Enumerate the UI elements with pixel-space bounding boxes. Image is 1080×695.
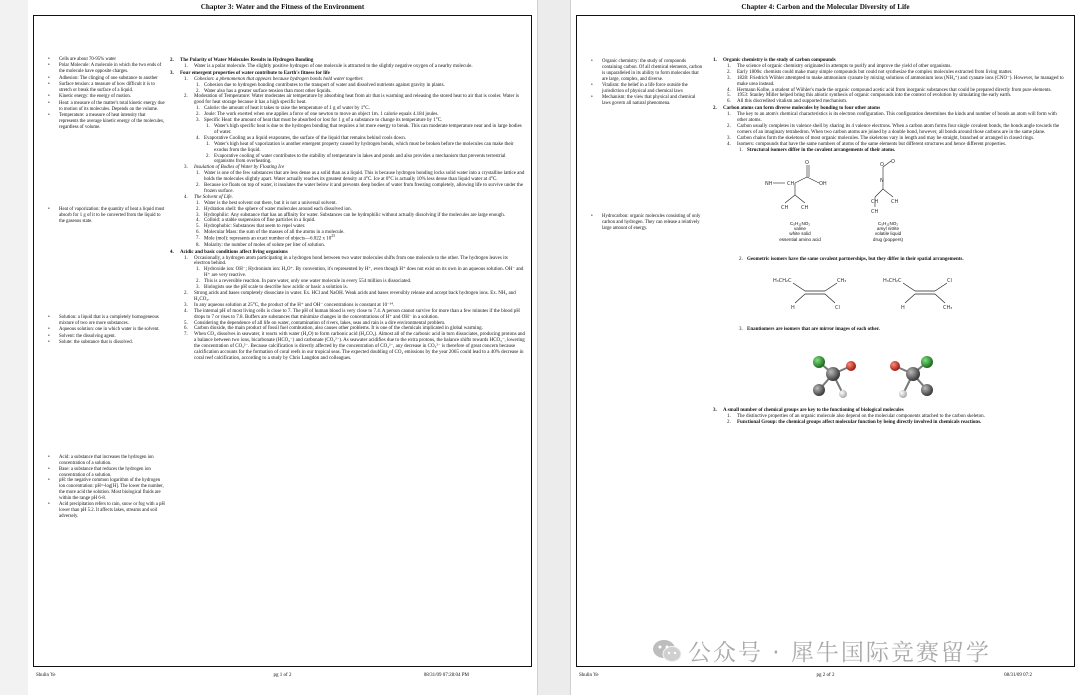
note-item: 4. The internal pH of most living cells is close to 7. The pH of human blood is very close to 7.4. A person cannot survive for more than a few minutes if the blood pH drops to 7 or rises to 7.8. Buffers are substances that minimize changes in the concentrations of H⁺ and OH⁻ in a solution. — [184, 308, 520, 320]
note-subitem: 3. Specific Heat: the amount of heat that must be absorbed or lost for 1 g of a substance to change its temperature by 1°C. — [196, 118, 443, 124]
svg-text:Cl: Cl — [947, 278, 952, 285]
note-item: 1. Water is a polar molecule. The slightly positive hydrogen of one molecule is attracted to the slightly negative oxygen of a nearby molecule. — [184, 63, 473, 69]
note-item: 1. Occasionally, a hydrogen atom participating in a hydrogen bond between two water molecules shifts from one molecule to the other. The hydrogen leaves its electron behind. — [184, 255, 508, 267]
document-page-2 — [570, 0, 1080, 695]
amyl-nitrite-caption — [843, 221, 933, 243]
note-subitem: 4. Colloid: a stable suspension of fine particles in a liquid. — [196, 218, 316, 224]
sidebar-note: • Surface tension: a measure of how difficult it is to stretch or break the surface of a liquid. — [54, 82, 166, 94]
note-item: 2. Strong acids and bases completely dissociate in water. Ex. HCl and NaOH. Weak acids and bases reversibly release and accept back hydrogen ions. Ex. NH₃ and H₂CO₃. — [184, 291, 516, 302]
svg-text:OH: OH — [819, 180, 827, 187]
note-item: 4. Isomers: compounds that have the same numbers of atoms of the same elements but different structures and hence different properties. — [727, 141, 1007, 147]
note-subitem: 3. Hydrophilic: Any substance that has an affinity for water. Substances can be hydrophilic without actually dissolving if the molecules are large enough. — [196, 212, 505, 218]
note-subitem: 3. Biologists use the pH scale to describe how acidic or basic a solution is. — [196, 285, 348, 291]
note-subsubitem: 2. Evaporative cooling of water contributes to the stability of temperature in lakes and ponds and also provides a mechanism that prevents terrestrial organisms from overheating. — [206, 153, 506, 165]
main-notes-page-1 — [170, 57, 525, 362]
note-subitem: 6. Molecular Mass: the sum of the masses of all the atoms in a molecule. — [196, 230, 345, 236]
note-subitem: 3. Enantiomers are isomers that are mirror images of each other. — [739, 327, 880, 333]
sidebar-note: • Adhesion: The clinging of one substance to another — [54, 76, 166, 82]
svg-text:N: N — [880, 177, 884, 184]
sidebar-notes-4 — [54, 455, 166, 480]
svg-text:O: O — [805, 159, 809, 166]
note-item: 1. The distinctive properties of an organic molecule also depend on the molecular components attached to the carbon skeleton. — [727, 414, 985, 420]
svg-text:H: H — [901, 305, 905, 312]
footer-author: Shulin Ye — [36, 673, 56, 678]
note-subitem: 1. Water is the best solvent out there, but it is not a universal solvent. — [196, 200, 337, 206]
sidebar-notes-2 — [597, 214, 705, 232]
svg-text:CH₃: CH₃ — [943, 305, 953, 312]
sidebar-notes-5 — [54, 478, 166, 520]
sidebar-notes-1 — [597, 59, 705, 108]
isomer-structures-diagram — [743, 157, 943, 221]
note-item: 4. The Solvent of Life. — [184, 194, 233, 200]
svg-text:CH: CH — [801, 204, 809, 211]
footer-page-number: pg 1 of 2 — [273, 673, 292, 678]
note-item: 2. Functional Group: the chemical groups affect molecular function by being directly involved in chemicals reactions. — [727, 420, 982, 426]
sidebar-note: • Acid precipitation refers to rain, snow or fog with a pH lower than pH 5.2. It affects lakes, streams and soil adversely. — [54, 502, 166, 520]
page-gap — [538, 0, 570, 695]
section-heading: 3. Four emergent properties of water contribute to Earth's fitness for life — [170, 70, 330, 76]
wechat-icon — [652, 638, 682, 670]
note-item: 3. Carbon chains form the skeletons of most organic molecules. The skeletons vary in length and may be straight, branched or arranged in closed rings. — [727, 135, 1035, 141]
amyl-nitrite-name: amyl nitrite — [876, 225, 900, 231]
note-subitem: 2. Hydration shell: the sphere of water molecules around each dissolved ion. — [196, 206, 352, 212]
note-item: 6. All this discredited vitalism and supported mechanism. — [727, 99, 848, 105]
note-item: 1. Cohesion: a phenomenon that appears because hydrogen bonds hold water together. — [184, 76, 364, 82]
note-item: 3. In any aqueous solution at 25°C, the product of the H⁺ and OH⁻ concentrations is constant at 10⁻¹⁴. — [184, 302, 395, 308]
sidebar-note: • Kinetic energy: the energy of motion. — [54, 94, 166, 100]
geometric-isomers-figure — [753, 265, 1068, 325]
note-subsubitem: 1. Water's high heat of vaporization is another emergent property caused by hydrogen bonds, which must be broken before the molecules can make their exodus from the liquid. — [206, 141, 514, 153]
svg-text:H: H — [791, 305, 795, 312]
note-item: 3. Insulation of Bodies of Water by Floating Ice — [184, 165, 285, 171]
note-subitem: 2. Geometric isomers have the same covalent partnerships, but they differ in their spatial arrangements. — [739, 256, 964, 262]
note-item: 2. Carbon usually completes its valence shell by sharing its 4 valence electrons. When a carbon atom forms four single covalent bonds, the bonds angle towards the corners of an imaginary tetrahedron. When two carbon atoms are joined by a double bond, however, all bonds around those carbons are in the same plane. — [727, 123, 1060, 135]
sidebar-note: • Hydrocarbon: organic molecules consisting of only carbon and hydrogen. They can release a relatively large amount of energy. — [597, 214, 705, 232]
sidebar-note: • Heat of vaporization: the quantity of heat a liquid must absorb for 1 g of it to be converted from the liquid to the gaseous state. — [54, 207, 166, 225]
section-heading: 2. Carbon atoms can form diverse molecules by bonding to four other atoms — [713, 106, 881, 112]
svg-text:Cl: Cl — [835, 305, 840, 312]
section-heading: 2. The Polarity of Water Molecules Results in Hydrogen Bonding — [170, 58, 314, 63]
amyl-nitrite-state: volatile liquid — [874, 231, 902, 237]
sidebar-note: • Polar Molecule: A molecule in which the two ends of the molecule have opposite charges. — [54, 63, 166, 75]
page-1-title: Chapter 3: Water and the Fitness of the Environment — [200, 3, 365, 11]
enantiomers-figure — [773, 336, 1068, 406]
note-subitem: 1. Water is one of the few substances that are less dense as a solid than as a liquid. This is because hydrogen bonding locks solid water into a crystalline lattice and holds the molecules slightly apart. Water actually reaches its greatest density at 4°C. Ice at 0°C is actually 10% less dense than liquid water at 4°C. — [196, 171, 525, 183]
svg-text:CH: CH — [781, 204, 789, 211]
svg-text:CH₃: CH₃ — [837, 278, 847, 285]
note-subitem: 5. Hydrophobic: Substances that seem to repel water. — [196, 224, 306, 230]
sidebar-notes-1 — [54, 57, 166, 131]
svg-text:NH: NH — [765, 180, 773, 187]
valine-description: essential amino acid — [779, 236, 821, 242]
sidebar-notes-3 — [54, 315, 166, 347]
section-heading: 4. Acidic and basic conditions affect living organisms — [170, 249, 288, 255]
note-subsubitem: 1. Water's high specific heat is due to the hydrogen bonding that requires a lot more energy to break. This can moderate temperature near and in large bodies of water. — [206, 123, 522, 135]
sidebar-notes-2 — [54, 207, 166, 225]
svg-text:H₃CH₂C: H₃CH₂C — [883, 278, 902, 285]
note-subitem: 2. Joule: The work exerted when one applies a force of one newton to move an object 1m. 1 calorie equals 4.184 joules. — [196, 112, 439, 118]
note-item: 2. Early 1800s: chemists could make many simple compounds but could not synthesize the complex molecules extracted from living matter. — [727, 69, 1013, 75]
svg-text:CH: CH — [787, 180, 795, 187]
note-item: 4. Hermann Kolbe, a student of Wöhler's made the organic compound acetic acid from inorganic substances that could be prepared directly from pure elements. — [727, 87, 1052, 93]
sidebar-note: • Cells are about 70-95% water — [54, 57, 166, 63]
note-subitem: 7. Mole (mol): represents an exact number of objects—6.022 x $10^{23}$ — [196, 234, 335, 242]
page-2-title: Chapter 4: Carbon and the Molecular Diversity of Life — [741, 3, 910, 11]
sidebar-note: • Heat: a measure of the matter's total kinetic energy due to motion of its molecules. Depends on the volume. — [54, 101, 166, 113]
amyl-nitrite-description: drug (poppers) — [872, 236, 904, 242]
sidebar-note: • pH: the negative common logarithm of the hydrogen ion concentration: pH=-log[H]. The lower the number, the more acid the solution. Most biological fluids are within the range pH 6-8. — [54, 478, 166, 502]
note-item: 1. The science of organic chemistry originated in attempts to purify and improve the yield of other organisms. — [727, 63, 952, 69]
svg-text:CH: CH — [891, 198, 899, 205]
svg-text:O: O — [880, 161, 884, 168]
note-subitem: 1. Hydroxide ion: OH⁻; Hydronium ion: H₃O⁺. By convention, it's represented by H⁺, even though H⁺ does not exist on its own in an aqueous solution. OH⁻ and H⁺ are very reactive. — [196, 267, 524, 279]
sidebar-note: • Solvent: the dissolving agent. — [54, 334, 166, 340]
section-heading: 1. Organic chemistry is the study of carbon compounds — [713, 58, 836, 63]
valine-formula: C₅H₁₁NO₂ — [789, 220, 811, 226]
sidebar-note: • Solute: the substance that is dissolved. — [54, 340, 166, 346]
cis-trans-diagram — [753, 265, 973, 325]
note-subitem: 1. Cohesion due to hydrogen bonding contributes to the transport of water and dissolved nutrients against gravity in plants. — [196, 82, 445, 88]
note-item: 5. 1953: Stanley Miller helped bring this abiotic synthesis of organic compounds into the context of evolution by simulating the early earth. — [727, 93, 1012, 99]
note-item: 6. Carbon dioxide, the main product of fossil fuel combustion, also causes other problems. It is one of the chemicals implicated in global warming. — [184, 326, 483, 332]
svg-text:O: O — [891, 158, 895, 165]
sidebar-note: • Vitalism: the belief in a life force outside the jurisdiction of physical and chemical laws — [597, 83, 705, 95]
section-heading: 3. A small number of chemical groups are key to the functioning of biological molecules — [713, 408, 904, 414]
sidebar-note: • Solution: a liquid that is a completely homogeneous mixture of two ore more substances. — [54, 315, 166, 327]
note-subitem: 2. This is a reversible reaction. In pure water, only one water molecule in every 554 million is dissociated. — [196, 279, 412, 285]
note-subitem: 8. Molarity: the number of moles of solute per liter of solution. — [196, 242, 325, 248]
svg-text:CH: CH — [871, 208, 879, 215]
svg-text:H₃CH₂C: H₃CH₂C — [773, 278, 792, 285]
main-notes-page-2 — [713, 57, 1068, 426]
note-subitem: 2. Because ice floats on top of water, it insulates the water below it and prevents deep bodies of water from freezing completely, allowing life to survive under the frozen surface. — [196, 183, 523, 194]
sidebar-note: • Organic chemistry: the study of compounds containing carbon. Of all chemical elements, carbon is unparalleled in its ability to form molecules that are large, complex, and diverse. — [597, 59, 705, 83]
sidebar-note: • Temperature: a measure of heat intensity that represents the average kinetic energy of the molecules, regardless of volume. — [54, 113, 166, 131]
valine-state: white solid — [789, 231, 811, 237]
note-item: 1. The key to an atom's chemical characteristics is its electron configuration. This configuration determines the kinds and number of bonds an atom will form with other atoms. — [727, 112, 1057, 124]
sidebar-note: • Mechanism: the view that physical and chemical laws govern all natural phenomena. — [597, 95, 705, 107]
watermark-overlay — [652, 634, 1077, 670]
note-item: 3. 1828: Friedrich Wöhler attempted to make ammonium cyanate by mixing solutions of ammonium ions (NH₄⁺) and cyanate ions (CNO⁻). However, he managed to make urea instead. — [727, 75, 1064, 87]
note-subitem: 1. Calorie: the amount of heat it takes to raise the temperature of 1 g of water by 1°C. — [196, 106, 370, 112]
note-item: 2. Moderation of Temperature: Water moderates air temperature by absorbing heat from air that is warming and releasing the stored heat to air that is cooler. Water is good for heat storage because it has a high specific heat. — [184, 94, 519, 106]
valine-caption — [755, 221, 845, 243]
sidebar-note: • Base: a substance that reduces the hydrogen ion concentration of a solution. — [54, 467, 166, 479]
note-item: 7. When CO₂ dissolves in seawater, it reacts with water (H₂O) to form carbonic acid (H₂CO₃). Almost all of the carbonic acid in turn dissociates, producing protons and a balance between two ions, bicarbonate (HCO₃⁻) and carbonate (CO₃²⁻). As seawater acidifies due to the extra protons, the balance shifts towards HCO₃⁻, lowering the concentration of CO₃²⁻. Because calcification is directly affected by the concentration of CO₃²⁻, any decrease in CO₃²⁻ is therefore of great concern because calcification accounts for the formation of coral reefs in our tropical seas. The expected doubling of CO₂ emissions by the year 2065 could lead to a 40% decrease in coral reef calcification, according to a study by Chris Langdon and colleagues. — [184, 332, 525, 361]
note-item: 5. Considering the dependence of all life on water, contamination of rivers, lakes, seas and rain is a dire environmental problem. — [184, 320, 446, 326]
footer-timestamp: 08/31/09 07:28:04 PM — [423, 673, 469, 678]
note-subitem: 2. Water also has a greater surface tension than most other liquids. — [196, 88, 332, 94]
valine-name: valine — [793, 225, 806, 231]
sidebar-note: • Acid: a substance that increases the hydrogen ion concentration of a solution. — [54, 455, 166, 467]
structural-isomers-figure — [743, 157, 1068, 243]
document-page-1 — [28, 0, 538, 695]
note-subitem: 4. Evaporative Cooling as a liquid evaporates, the surface of the liquid that remains behind cools down. — [196, 135, 407, 141]
amyl-nitrite-formula: C₅H₁₁NO₂ — [877, 220, 899, 226]
footer-author: Shulin Ye — [579, 673, 599, 678]
enantiomer-models-diagram — [773, 336, 973, 406]
note-subitem: 1. Structural isomers differ in the covalent arrangements of their atoms. — [739, 147, 896, 153]
footer-page-number: pg 2 of 2 — [816, 673, 835, 678]
footer-timestamp: 08/31/09 07:2 — [1004, 673, 1032, 678]
sidebar-note: • Aqueous solution: one in which water is the solvent. — [54, 327, 166, 333]
svg-text:CH: CH — [871, 198, 879, 205]
watermark-text: 公众号 · 犀牛国际竞赛留学 — [688, 640, 991, 666]
